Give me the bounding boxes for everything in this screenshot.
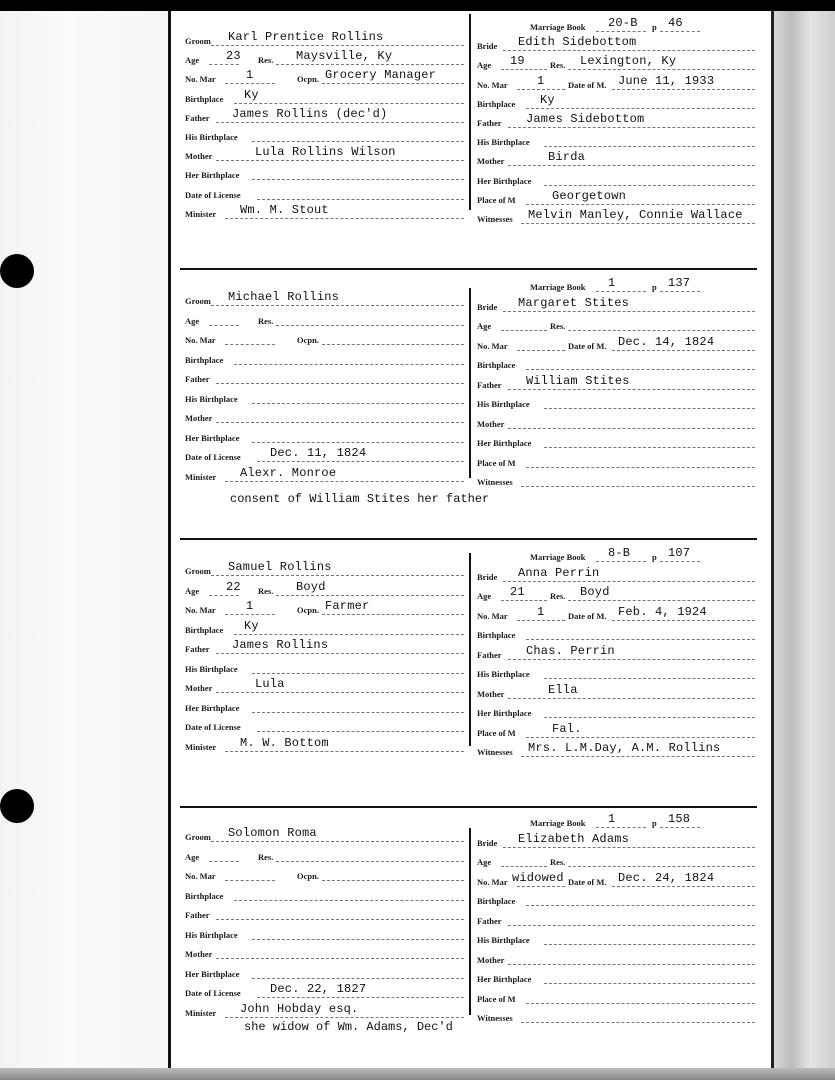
groom-father-label: Father (185, 374, 210, 384)
bride-witnesses-line (521, 756, 755, 757)
bride-place-of-m-line (526, 204, 755, 205)
marriage-book-value: 1 (608, 276, 616, 290)
groom-date-of-license-line (257, 461, 464, 462)
bride-birthplace-line (526, 905, 755, 906)
groom-father-line (216, 122, 464, 123)
marriage-book-page-line (660, 31, 700, 32)
groom-ocpn-line (322, 344, 464, 345)
groom-birthplace-line (234, 103, 464, 104)
groom-ocpn-label: Ocpn. (297, 871, 319, 881)
groom-mother-value: Lula (255, 677, 285, 691)
bride-res-label: Res. (550, 60, 566, 71)
bride-date-of-m-line (612, 350, 755, 351)
bride-witnesses-label: Witnesses (477, 214, 513, 224)
groom-mother-value: Lula Rollins Wilson (255, 145, 396, 160)
groom-res-line (276, 595, 464, 596)
bride-birthplace-line (526, 639, 755, 640)
marriage-book-value: 8-B (608, 546, 631, 560)
bride-no-mar-line (517, 350, 565, 351)
groom-date-of-license-line (257, 731, 464, 732)
bride-place-of-m-line (526, 467, 755, 468)
bride-father-label: Father (477, 915, 502, 926)
bride-no-mar-value: widowed (512, 870, 564, 885)
bride-age-label: Age (477, 591, 492, 601)
groom-mother-line (216, 160, 464, 161)
bride-father-line (508, 925, 755, 926)
marriage-book-line (596, 827, 646, 828)
marriage-book-page-label: p (652, 818, 657, 828)
groom-age-label: Age (185, 55, 200, 66)
bride-date-of-m-line (612, 89, 755, 90)
groom-res-label: Res. (258, 585, 274, 596)
bride-date-of-m-label: Date of M. (568, 340, 607, 351)
bride-mother-value: Birda (548, 150, 586, 165)
bride-birthplace-value: Ky (540, 92, 555, 107)
bride-name-label: Bride (477, 571, 498, 582)
groom-father-line (216, 383, 464, 384)
groom-minister-line (225, 218, 464, 219)
groom-no-mar-label: No. Mar (185, 605, 216, 615)
groom-birthplace-label: Birthplace (185, 93, 224, 104)
marriage-book-page-label: p (652, 552, 657, 562)
groom-no-mar-line (225, 344, 275, 345)
bride-his-birthplace-line (544, 146, 755, 147)
bride-place-of-m-value: Fal. (552, 721, 582, 736)
bride-date-of-m-label: Date of M. (568, 610, 607, 621)
bride-place-of-m-line (526, 1003, 755, 1004)
bride-place-of-m-value: Georgetown (552, 188, 627, 203)
groom-minister-line (225, 751, 464, 752)
marriage-book-label: Marriage Book (530, 22, 586, 32)
bride-age-value: 19 (510, 54, 525, 69)
marriage-book-page-line (660, 827, 700, 828)
bride-date-of-m-label: Date of M. (568, 79, 607, 90)
bride-place-of-m-line (526, 737, 755, 738)
groom-name-label: Groom (185, 566, 211, 576)
groom-res-line (276, 325, 464, 326)
bride-no-mar-line (517, 620, 565, 621)
groom-date-of-license-value: Dec. 11, 1824 (270, 446, 367, 460)
groom-minister-value: Wm. M. Stout (240, 202, 329, 217)
marriage-book-page-label: p (652, 22, 657, 32)
groom-name-line (211, 841, 464, 842)
bride-name-line (503, 581, 755, 582)
bride-father-value: James Sidebottom (526, 112, 645, 126)
groom-date-of-license-label: Date of License (185, 452, 241, 462)
bride-name-label: Bride (477, 301, 498, 312)
groom-her-birthplace-line (252, 712, 464, 713)
bride-witnesses-line (521, 223, 755, 224)
bride-mother-line (508, 964, 755, 965)
groom-her-birthplace-label: Her Birthplace (185, 432, 240, 443)
groom-her-birthplace-label: Her Birthplace (185, 170, 240, 181)
bride-age-line (501, 866, 547, 867)
bride-res-value: Boyd (580, 585, 610, 599)
bride-mother-label: Mother (477, 954, 505, 965)
groom-mother-line (216, 692, 464, 693)
bride-witnesses-value: Mrs. L.M.Day, A.M. Rollins (528, 741, 721, 755)
groom-name-value: Karl Prentice Rollins (228, 30, 384, 44)
groom-name-label: Groom (185, 296, 211, 306)
marriage-book-line (596, 31, 646, 32)
groom-name-value: Michael Rollins (228, 290, 340, 304)
bride-no-mar-label: No. Mar (477, 79, 508, 90)
bride-his-birthplace-label: His Birthplace (477, 399, 530, 409)
scan-top-border (0, 0, 835, 11)
bride-date-of-m-value: June 11, 1933 (618, 73, 715, 88)
bride-name-label: Bride (477, 837, 498, 848)
groom-name-line (211, 575, 464, 576)
bride-place-of-m-label: Place of M (477, 194, 516, 205)
bride-her-birthplace-line (544, 447, 755, 448)
column-divider (469, 288, 471, 478)
bride-age-label: Age (477, 60, 492, 71)
groom-his-birthplace-label: His Birthplace (185, 393, 238, 404)
bride-age-line (501, 600, 547, 601)
groom-ocpn-line (322, 83, 464, 84)
bride-father-label: Father (477, 649, 502, 660)
groom-his-birthplace-line (252, 403, 464, 404)
bride-date-of-m-label: Date of M. (568, 876, 607, 887)
groom-minister-label: Minister (185, 471, 217, 482)
groom-mother-line (216, 958, 464, 959)
bride-mother-label: Mother (477, 418, 505, 429)
bride-place-of-m-label: Place of M (477, 457, 516, 468)
bride-date-of-m-value: Dec. 24, 1824 (618, 870, 715, 885)
groom-name-value: Solomon Roma (228, 826, 317, 840)
groom-mother-label: Mother (185, 949, 213, 959)
bride-no-mar-line (517, 886, 565, 887)
groom-no-mar-line (225, 83, 275, 84)
groom-res-line (276, 861, 464, 862)
groom-no-mar-line (225, 880, 275, 881)
groom-no-mar-label: No. Mar (185, 74, 216, 85)
bride-witnesses-label: Witnesses (477, 1013, 513, 1023)
groom-father-line (216, 653, 464, 654)
scan-bottom-border (0, 1068, 835, 1080)
marriage-book-label: Marriage Book (530, 818, 586, 828)
groom-father-label: Father (185, 112, 210, 123)
bride-name-line (503, 50, 755, 51)
bride-mother-label: Mother (477, 688, 505, 699)
groom-age-line (209, 595, 239, 596)
groom-mother-label: Mother (185, 683, 213, 693)
bride-res-line (568, 600, 755, 601)
groom-her-birthplace-line (252, 442, 464, 443)
groom-birthplace-value: Ky (244, 618, 259, 633)
groom-name-label: Groom (185, 832, 211, 842)
marriage-book-page-value: 46 (668, 16, 683, 30)
bride-his-birthplace-line (544, 944, 755, 945)
bride-his-birthplace-label: His Birthplace (477, 669, 530, 679)
bride-her-birthplace-line (544, 717, 755, 718)
groom-her-birthplace-line (252, 179, 464, 180)
groom-res-label: Res. (258, 55, 274, 66)
groom-birthplace-label: Birthplace (185, 354, 224, 365)
bride-date-of-m-line (612, 620, 755, 621)
page-left-edge (168, 11, 171, 1080)
groom-birthplace-line (234, 364, 464, 365)
groom-date-of-license-line (257, 199, 464, 200)
bride-place-of-m-label: Place of M (477, 727, 516, 738)
bride-her-birthplace-label: Her Birthplace (477, 175, 532, 186)
groom-birthplace-line (234, 900, 464, 901)
bride-res-label: Res. (550, 321, 566, 331)
bride-place-of-m-label: Place of M (477, 993, 516, 1004)
groom-age-value: 22 (226, 579, 241, 594)
bride-no-mar-value: 1 (537, 73, 545, 88)
bride-date-of-m-value: Dec. 14, 1824 (618, 334, 715, 349)
groom-ocpn-line (322, 880, 464, 881)
groom-father-value: James Rollins (dec'd) (232, 106, 388, 121)
bride-her-birthplace-line (544, 983, 755, 984)
bride-age-line (501, 69, 547, 70)
groom-his-birthplace-line (252, 673, 464, 674)
groom-ocpn-label: Ocpn. (297, 74, 319, 85)
bride-mother-label: Mother (477, 156, 505, 167)
bride-mother-line (508, 698, 755, 699)
groom-father-label: Father (185, 910, 210, 920)
groom-age-line (209, 64, 239, 65)
bride-birthplace-label: Birthplace (477, 98, 516, 109)
bride-witnesses-line (521, 1022, 755, 1023)
marriage-book-page-value: 107 (668, 546, 691, 560)
groom-name-value: Samuel Rollins (228, 560, 332, 574)
bride-her-birthplace-line (544, 185, 755, 186)
bride-res-line (568, 69, 755, 70)
bride-no-mar-line (517, 89, 565, 90)
bride-birthplace-label: Birthplace (477, 630, 516, 640)
bride-witnesses-label: Witnesses (477, 747, 513, 757)
groom-res-line (276, 64, 464, 65)
bride-name-value: Margaret Stites (518, 295, 630, 310)
bride-mother-line (508, 428, 755, 429)
groom-father-label: Father (185, 644, 210, 654)
bride-name-label: Bride (477, 41, 498, 52)
groom-father-line (216, 919, 464, 920)
bride-father-line (508, 389, 755, 390)
bride-birthplace-line (526, 369, 755, 370)
bride-age-label: Age (477, 321, 492, 331)
record-note: she widow of Wm. Adams, Dec'd (244, 1020, 453, 1034)
groom-mother-line (216, 422, 464, 423)
groom-minister-line (225, 481, 464, 482)
bride-her-birthplace-label: Her Birthplace (477, 438, 532, 448)
bride-her-birthplace-label: Her Birthplace (477, 974, 532, 984)
binder-hole (0, 789, 34, 823)
bride-age-value: 21 (510, 585, 525, 599)
groom-age-label: Age (185, 851, 200, 862)
bride-name-value: Edith Sidebottom (518, 35, 637, 50)
groom-age-line (209, 325, 239, 326)
marriage-book-value: 1 (608, 812, 616, 826)
groom-date-of-license-label: Date of License (185, 722, 241, 732)
groom-date-of-license-value: Dec. 22, 1827 (270, 982, 367, 996)
bride-res-line (568, 330, 755, 331)
groom-res-label: Res. (258, 851, 274, 862)
marriage-book-page-line (660, 561, 700, 562)
groom-his-birthplace-label: His Birthplace (185, 929, 238, 940)
groom-ocpn-value: Farmer (325, 599, 370, 613)
record-note: consent of William Stites her father (230, 492, 490, 506)
marriage-book-page-line (660, 291, 700, 292)
bride-no-mar-value: 1 (537, 604, 545, 619)
bride-her-birthplace-label: Her Birthplace (477, 708, 532, 718)
groom-birthplace-label: Birthplace (185, 624, 224, 635)
bride-father-label: Father (477, 379, 502, 390)
groom-his-birthplace-label: His Birthplace (185, 663, 238, 674)
groom-no-mar-line (225, 614, 275, 615)
groom-name-line (211, 305, 464, 306)
bride-birthplace-label: Birthplace (477, 896, 516, 906)
page-right-edge (771, 11, 774, 1080)
groom-ocpn-line (322, 614, 464, 615)
bride-date-of-m-line (612, 886, 755, 887)
groom-res-label: Res. (258, 315, 274, 326)
bride-his-birthplace-line (544, 678, 755, 679)
bride-witnesses-line (521, 486, 755, 487)
groom-date-of-license-label: Date of License (185, 189, 241, 200)
groom-birthplace-value: Ky (244, 87, 259, 102)
groom-age-label: Age (185, 315, 200, 326)
scan-right-margin (773, 11, 835, 1080)
bride-mother-value: Ella (548, 682, 578, 697)
groom-birthplace-label: Birthplace (185, 890, 224, 901)
marriage-book-page-value: 158 (668, 812, 691, 826)
bride-name-line (503, 311, 755, 312)
groom-his-birthplace-line (252, 141, 464, 142)
groom-mother-label: Mother (185, 413, 213, 423)
marriage-book-label: Marriage Book (530, 552, 586, 562)
scan-left-margin (0, 11, 170, 1080)
bride-father-label: Father (477, 118, 502, 128)
groom-minister-label: Minister (185, 741, 217, 752)
marriage-book-line (596, 561, 646, 562)
groom-her-birthplace-line (252, 978, 464, 979)
bride-father-line (508, 659, 755, 660)
bride-no-mar-label: No. Mar (477, 340, 508, 351)
binder-hole (0, 254, 34, 288)
marriage-book-label: Marriage Book (530, 282, 586, 292)
groom-minister-value: John Hobday esq. (240, 1001, 359, 1016)
bride-father-line (508, 127, 755, 128)
marriage-book-value: 20-B (608, 16, 638, 30)
bride-age-line (501, 330, 547, 331)
groom-no-mar-label: No. Mar (185, 335, 216, 345)
groom-no-mar-value: 1 (246, 599, 254, 613)
groom-res-value: Maysville, Ky (296, 49, 393, 64)
bride-his-birthplace-line (544, 408, 755, 409)
bride-res-line (568, 866, 755, 867)
bride-age-label: Age (477, 857, 492, 867)
bride-date-of-m-value: Feb. 4, 1924 (618, 604, 707, 619)
bride-name-value: Anna Perrin (518, 565, 600, 580)
bride-his-birthplace-label: His Birthplace (477, 935, 530, 945)
column-divider (469, 14, 471, 210)
groom-ocpn-label: Ocpn. (297, 335, 319, 345)
bride-witnesses-label: Witnesses (477, 477, 513, 487)
column-divider (469, 828, 471, 1015)
groom-mother-label: Mother (185, 151, 213, 162)
groom-res-value: Boyd (296, 579, 326, 594)
groom-minister-value: M. W. Bottom (240, 735, 329, 750)
bride-witnesses-value: Melvin Manley, Connie Wallace (528, 208, 743, 222)
groom-age-value: 23 (226, 49, 241, 64)
groom-his-birthplace-line (252, 939, 464, 940)
marriage-book-page-label: p (652, 282, 657, 292)
bride-res-value: Lexington, Ky (580, 54, 677, 69)
bride-res-label: Res. (550, 857, 566, 867)
groom-date-of-license-line (257, 997, 464, 998)
record-separator (180, 268, 757, 270)
bride-name-line (503, 847, 755, 848)
bride-no-mar-label: No. Mar (477, 610, 508, 621)
groom-his-birthplace-label: His Birthplace (185, 132, 238, 142)
groom-father-value: James Rollins (232, 638, 329, 652)
bride-birthplace-label: Birthplace (477, 360, 516, 370)
bride-father-value: Chas. Perrin (526, 643, 615, 658)
bride-birthplace-line (526, 108, 755, 109)
groom-birthplace-line (234, 634, 464, 635)
record-separator (180, 806, 757, 808)
column-divider (469, 553, 471, 746)
marriage-book-line (596, 291, 646, 292)
bride-name-value: Elizabeth Adams (518, 831, 630, 846)
groom-name-label: Groom (185, 36, 211, 46)
bride-his-birthplace-label: His Birthplace (477, 137, 530, 148)
marriage-book-page-value: 137 (668, 276, 691, 290)
bride-father-value: William Stites (526, 373, 630, 388)
groom-her-birthplace-label: Her Birthplace (185, 968, 240, 979)
bride-mother-line (508, 165, 755, 166)
groom-age-label: Age (185, 585, 200, 596)
groom-ocpn-label: Ocpn. (297, 605, 319, 615)
groom-date-of-license-label: Date of License (185, 988, 241, 998)
bride-no-mar-label: No. Mar (477, 876, 508, 887)
groom-minister-line (225, 1017, 464, 1018)
groom-minister-label: Minister (185, 1007, 217, 1018)
groom-no-mar-label: No. Mar (185, 871, 216, 881)
groom-minister-label: Minister (185, 208, 217, 219)
groom-age-line (209, 861, 239, 862)
groom-ocpn-value: Grocery Manager (325, 68, 437, 83)
groom-no-mar-value: 1 (246, 68, 254, 83)
groom-name-line (211, 45, 464, 46)
groom-minister-value: Alexr. Monroe (240, 465, 337, 480)
record-separator (180, 538, 757, 540)
bride-res-label: Res. (550, 591, 566, 601)
groom-her-birthplace-label: Her Birthplace (185, 702, 240, 713)
